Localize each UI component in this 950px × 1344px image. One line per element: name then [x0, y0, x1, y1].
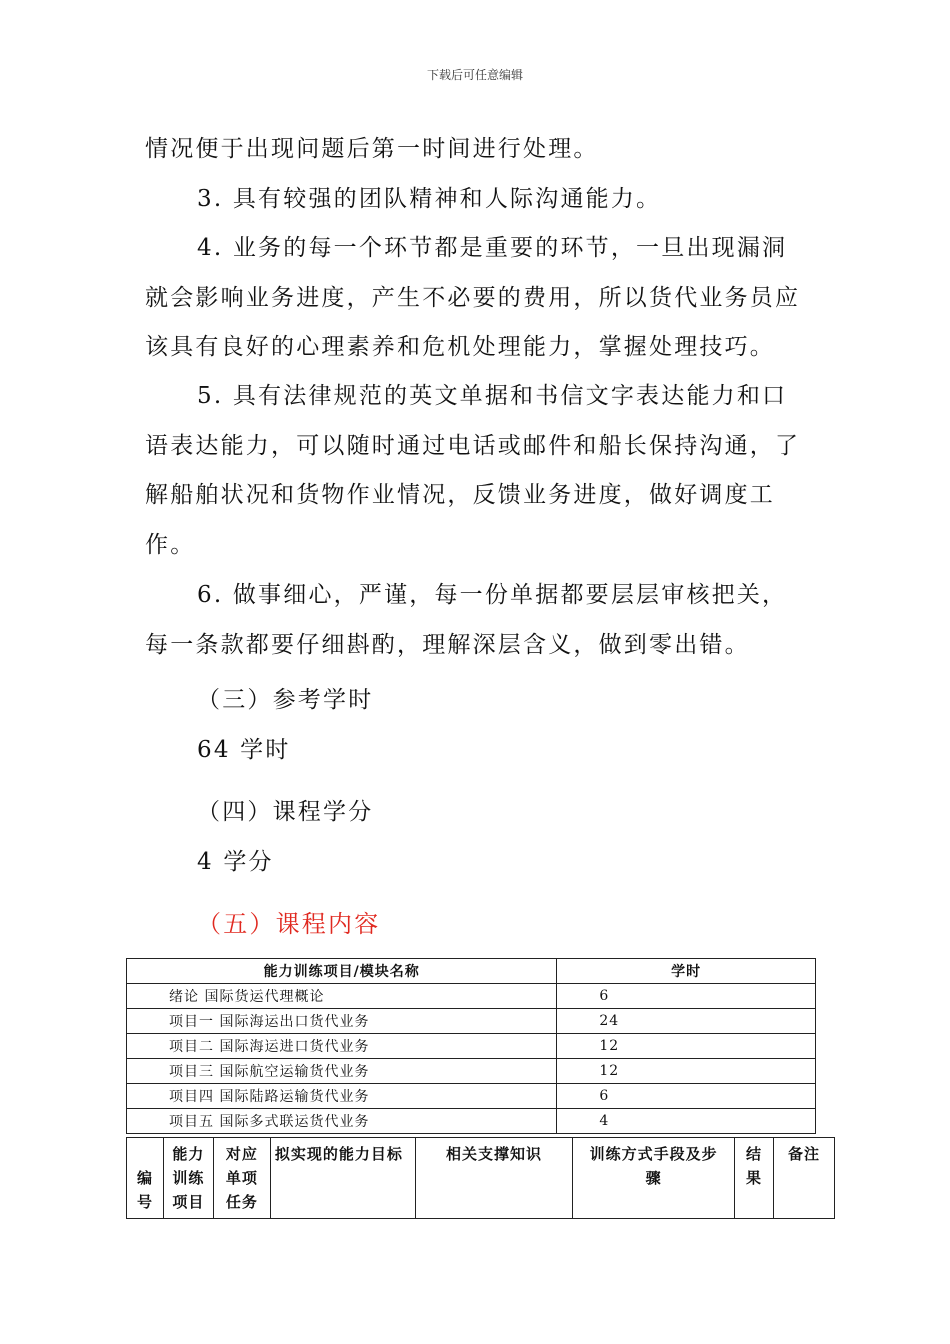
module-name: 项目一 国际海运出口货代业务	[127, 1009, 557, 1034]
table-row	[127, 1009, 816, 1034]
hours-value: 64 学时	[197, 737, 291, 763]
header-task-line2: 单项	[225, 1169, 258, 1187]
header-hours: 学时	[557, 959, 816, 984]
header-training-project-line2: 训练	[172, 1169, 205, 1187]
table-row	[127, 1084, 816, 1109]
module-hours: 6	[557, 1084, 816, 1109]
paragraph-carefulness: 6. 做事细心，严谨，每一份单据都要层层审核把关，每一条款都要仔细斟酌，理解深层含义，做到零出错。	[145, 582, 788, 658]
header-result-line1: 结	[746, 1145, 763, 1163]
header-training-project	[163, 1138, 213, 1219]
paragraph-communication: 5. 具有法律规范的英文单据和书信文字表达能力和口语表达能力，可以随时通过电话或邮件和船长保持沟通，了解船舶状况和货物作业情况，反馈业务进度，做好调度工作。	[145, 383, 801, 558]
header-number	[127, 1138, 164, 1219]
header-training-project-line1: 能力	[172, 1145, 205, 1163]
header-note: 备注	[774, 1138, 835, 1219]
header-ability-goal: 拟实现的能力目标	[270, 1138, 415, 1219]
hours-table-header	[127, 959, 816, 984]
module-hours: 12	[557, 1059, 816, 1084]
module-name: 项目五 国际多式联运货代业务	[127, 1109, 557, 1134]
module-name: 项目三 国际航空运输货代业务	[127, 1059, 557, 1084]
table-row	[127, 1034, 816, 1059]
header-knowledge: 相关支撑知识	[415, 1138, 573, 1219]
header-method-line2: 骤	[645, 1169, 662, 1187]
credit-value: 4 学分	[197, 849, 274, 875]
header-method	[573, 1138, 735, 1219]
module-hours: 24	[557, 1009, 816, 1034]
paragraph-risk-handling: 4. 业务的每一个环节都是重要的环节，一旦出现漏洞就会影响业务进度，产生不必要的费用，所以货代业务员应该具有良好的心理素养和危机处理能力，掌握处理技巧。	[145, 235, 801, 360]
paragraph-teamwork: 3. 具有较强的团队精神和人际沟通能力。	[197, 186, 662, 212]
module-hours: 4	[557, 1109, 816, 1134]
table-row	[127, 984, 816, 1009]
table-row	[127, 1059, 816, 1084]
header-note: 下载后可任意编辑	[426, 68, 523, 82]
header-task-line1: 对应	[225, 1145, 258, 1163]
module-name: 项目二 国际海运进口货代业务	[127, 1034, 557, 1059]
table-row	[127, 1109, 816, 1134]
content-heading: （五）课程内容	[197, 910, 381, 938]
header-training-project-line3: 项目	[172, 1193, 205, 1211]
header-method-line1: 训练方式手段及步	[589, 1145, 718, 1163]
credit-heading: （四）课程学分	[197, 799, 374, 825]
module-hours: 6	[557, 984, 816, 1009]
hours-table	[126, 958, 816, 1134]
module-name: 项目四 国际陆路运输货代业务	[127, 1084, 557, 1109]
hours-heading: （三）参考学时	[197, 687, 374, 713]
training-table-header	[127, 1138, 835, 1219]
header-number-line2: 号	[136, 1193, 153, 1211]
header-task-line3: 任务	[225, 1193, 258, 1211]
module-name: 绪论 国际货运代理概论	[127, 984, 557, 1009]
header-result-line2: 果	[746, 1169, 763, 1187]
module-hours: 12	[557, 1034, 816, 1059]
training-table	[126, 1137, 835, 1219]
header-number-line1: 编	[136, 1169, 153, 1187]
header-result	[735, 1138, 774, 1219]
header-module-name: 能力训练项目/模块名称	[127, 959, 557, 984]
header-task	[213, 1138, 270, 1219]
paragraph-processing: 情况便于出现问题后第一时间进行处理。	[145, 136, 599, 162]
